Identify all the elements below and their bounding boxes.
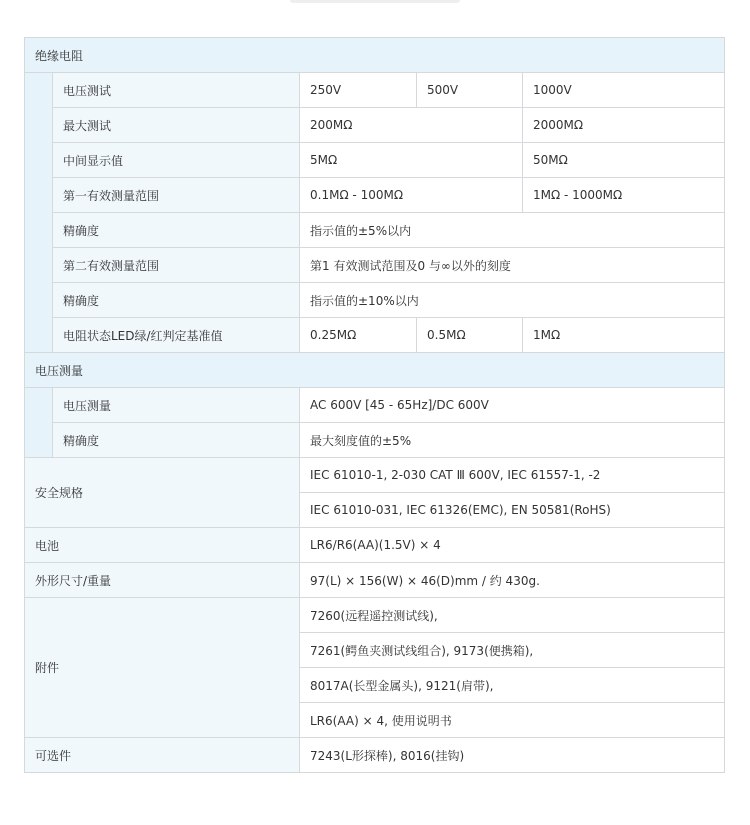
cell-value: IEC 61010-1, 2-030 CAT Ⅲ 600V, IEC 61557-1, -2	[300, 458, 725, 493]
table-row	[25, 73, 725, 108]
table-row	[25, 213, 725, 248]
cell-value: 1MΩ - 1000MΩ	[523, 178, 725, 213]
table-row	[25, 598, 725, 633]
row-label: 可选件	[25, 738, 300, 773]
cell-value: 1000V	[523, 73, 725, 108]
cell-value: 5MΩ	[300, 143, 523, 178]
section-title: 电压测量	[25, 353, 725, 388]
cell-value: 7260(远程遥控测试线),	[300, 598, 725, 633]
cell-value: 2000MΩ	[523, 108, 725, 143]
row-label: 安全规格	[25, 458, 300, 528]
table-row	[25, 738, 725, 773]
row-label: 附件	[25, 598, 300, 738]
cell-value: 0.1MΩ - 100MΩ	[300, 178, 523, 213]
table-row	[25, 248, 725, 283]
table-row	[25, 283, 725, 318]
row-label: 第一有效测量范围	[53, 178, 300, 213]
row-label: 精确度	[53, 283, 300, 318]
cell-value: 97(L) × 156(W) × 46(D)mm / 约 430g.	[300, 563, 725, 598]
row-label: 电池	[25, 528, 300, 563]
cell-value: 指示值的±5%以内	[300, 213, 725, 248]
table-row	[25, 108, 725, 143]
top-scroll-indicator	[290, 0, 460, 3]
cell-value: 指示值的±10%以内	[300, 283, 725, 318]
cell-value: 50MΩ	[523, 143, 725, 178]
cell-value: 8017A(长型金属头), 9121(肩带),	[300, 668, 725, 703]
row-label: 精确度	[53, 213, 300, 248]
row-label: 电压测量	[53, 388, 300, 423]
cell-value: 0.25MΩ	[300, 318, 417, 353]
section-voltage-header	[25, 353, 725, 388]
row-label: 电阻状态LED绿/红判定基准值	[53, 318, 300, 353]
cell-value: 7243(L形探棒), 8016(挂钩)	[300, 738, 725, 773]
cell-value: 第1 有效测试范围及0 与∞以外的刻度	[300, 248, 725, 283]
section-title: 绝缘电阻	[25, 38, 725, 73]
row-label: 中间显示值	[53, 143, 300, 178]
cell-value: 7261(鳄鱼夹测试线组合), 9173(便携箱),	[300, 633, 725, 668]
row-label: 第二有效测量范围	[53, 248, 300, 283]
table-row	[25, 563, 725, 598]
row-label: 最大测试	[53, 108, 300, 143]
cell-value: 250V	[300, 73, 417, 108]
section-indent	[25, 388, 53, 458]
section-insulation-header	[25, 38, 725, 73]
row-label: 精确度	[53, 423, 300, 458]
table-row	[25, 423, 725, 458]
cell-value: LR6(AA) × 4, 使用说明书	[300, 703, 725, 738]
table-row	[25, 143, 725, 178]
cell-value: 最大刻度值的±5%	[300, 423, 725, 458]
cell-value: IEC 61010-031, IEC 61326(EMC), EN 50581(RoHS)	[300, 493, 725, 528]
table-row	[25, 318, 725, 353]
spec-table	[24, 37, 725, 773]
table-row	[25, 178, 725, 213]
cell-value: AC 600V [45 - 65Hz]/DC 600V	[300, 388, 725, 423]
table-row	[25, 528, 725, 563]
row-label: 外形尺寸/重量	[25, 563, 300, 598]
row-label: 电压测试	[53, 73, 300, 108]
cell-value: LR6/R6(AA)(1.5V) × 4	[300, 528, 725, 563]
cell-value: 1MΩ	[523, 318, 725, 353]
cell-value: 500V	[417, 73, 523, 108]
table-row	[25, 388, 725, 423]
cell-value: 200MΩ	[300, 108, 523, 143]
table-row	[25, 458, 725, 493]
cell-value: 0.5MΩ	[417, 318, 523, 353]
section-indent	[25, 73, 53, 353]
